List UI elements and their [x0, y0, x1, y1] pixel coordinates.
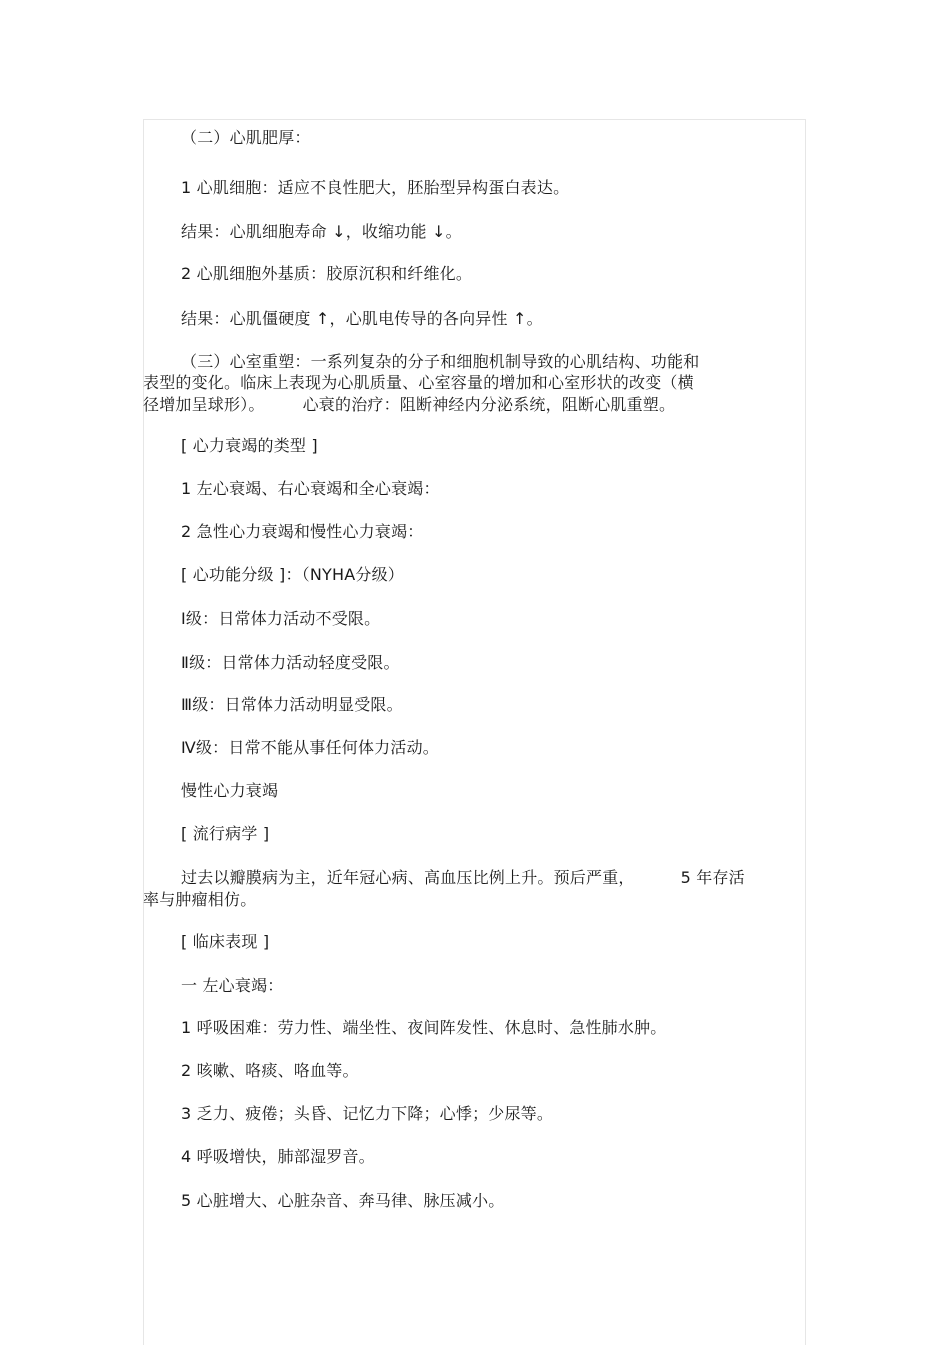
symptom-5: 5 心脏增大、心脏杂音、奔马律、脉压减小。 — [181, 1191, 505, 1210]
nyha-grade-4: Ⅳ级：日常不能从事任何体力活动。 — [181, 738, 439, 757]
heading-epidemiology: [ 流行病学 ] — [181, 824, 270, 843]
paragraph-result-1: 结果：心肌细胞寿命 ↓，收缩功能 ↓。 — [181, 222, 462, 241]
paragraph-extracellular-matrix: 2 心肌细胞外基质：胶原沉积和纤维化。 — [181, 264, 473, 283]
heading-nyha: [ 心功能分级 ]：（NYHA分级） — [181, 565, 404, 584]
remodeling-shape-text: 径增加呈球形）。 — [143, 395, 265, 414]
paragraph-result-2: 结果：心肌僵硬度 ↑，心肌电传导的各向异性 ↑。 — [181, 309, 543, 328]
nyha-grade-2: Ⅱ级：日常体力活动轻度受限。 — [181, 653, 400, 672]
epidemiology-line-2: 率与肿瘤相仿。 — [143, 890, 257, 909]
nyha-grade-1: Ⅰ级：日常体力活动不受限。 — [181, 609, 381, 628]
section-remodeling-line-3 — [143, 394, 675, 415]
hf-type-2: 2 急性心力衰竭和慢性心力衰竭： — [181, 522, 424, 541]
hf-type-1: 1 左心衰竭、右心衰竭和全心衰竭： — [181, 479, 440, 498]
symptom-3: 3 乏力、疲倦；头昏、记忆力下降；心悸；少尿等。 — [181, 1104, 554, 1123]
section-title-hypertrophy: （二）心肌肥厚： — [181, 128, 311, 147]
symptom-1: 1 呼吸困难：劳力性、端坐性、夜间阵发性、休息时、急性肺水肿。 — [181, 1018, 667, 1037]
paragraph-cardiomyocyte: 1 心肌细胞：适应不良性肥大，胚胎型异构蛋白表达。 — [181, 178, 570, 197]
symptom-2: 2 咳嗽、咯痰、咯血等。 — [181, 1061, 359, 1080]
epidemiology-survival: 5 年存活 — [680, 868, 745, 887]
heading-clinical: [ 临床表现 ] — [181, 932, 270, 951]
section-remodeling-line-1: （三）心室重塑：一系列复杂的分子和细胞机制导致的心肌结构、功能和 — [181, 352, 700, 371]
left-hf-title: 一 左心衰竭： — [181, 976, 284, 995]
epidemiology-line-1 — [181, 867, 745, 888]
chronic-hf-title: 慢性心力衰竭 — [181, 781, 279, 800]
heading-hf-types: [ 心力衰竭的类型 ] — [181, 436, 318, 455]
section-remodeling-line-2: 表型的变化。临床上表现为心肌质量、心室容量的增加和心室形状的改变（横 — [143, 373, 694, 392]
symptom-4: 4 呼吸增快，肺部湿罗音。 — [181, 1147, 375, 1166]
nyha-grade-3: Ⅲ级：日常体力活动明显受限。 — [181, 695, 403, 714]
remodeling-treatment-text: 心衰的治疗：阻断神经内分泌系统，阻断心肌重塑。 — [302, 395, 676, 414]
epidemiology-text: 过去以瓣膜病为主，近年冠心病、高血压比例上升。预后严重， — [181, 868, 635, 887]
